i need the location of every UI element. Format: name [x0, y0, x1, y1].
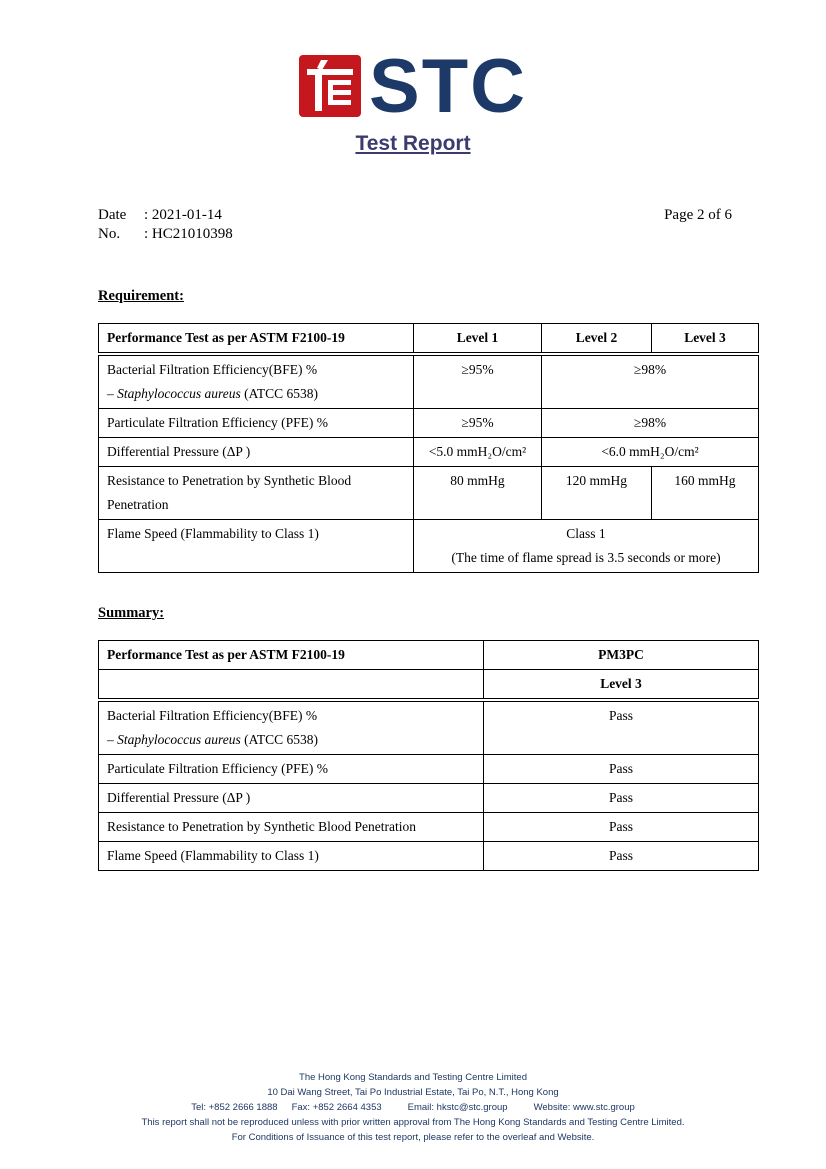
- sum-header-level: Level 3: [484, 670, 759, 701]
- footer-contact-line: [0, 1100, 826, 1115]
- footer-notice-2: For Conditions of Issuance of this test report, please refer to the overleaf and Website.: [231, 1132, 595, 1143]
- req-header-test: Performance Test as per ASTM F2100-19: [99, 324, 414, 355]
- sum-flame-result: Pass: [484, 842, 759, 871]
- table-row-flame-summary: [99, 842, 759, 871]
- stc-logo: [299, 44, 527, 129]
- date-value: : 2021-01-14: [144, 207, 222, 223]
- sum-dp-name: Differential Pressure (ΔP ): [99, 784, 484, 813]
- summary-heading: Summary:: [98, 605, 165, 621]
- stc-seal-icon: [299, 55, 361, 117]
- table-row-pfe-summary: [99, 755, 759, 784]
- req-blood-level2: 120 mmHg: [542, 467, 652, 520]
- footer-address: 10 Dai Wang Street, Tai Po Industrial Estate, Tai Po, N.T., Hong Kong: [267, 1087, 559, 1098]
- requirement-heading: Requirement:: [98, 288, 184, 304]
- sum-bfe-line2-prefix: –: [107, 732, 118, 747]
- req-header-level3: Level 3: [652, 324, 759, 355]
- req-bfe-level1: ≥95%: [414, 354, 542, 409]
- req-flame-name: Flame Speed (Flammability to Class 1): [99, 520, 414, 573]
- sum-header-product: PM3PC: [484, 641, 759, 670]
- req-bfe-organism: Staphylococcus aureus: [117, 386, 241, 401]
- report-no-value: : HC21010398: [144, 226, 233, 242]
- req-blood-name: Resistance to Penetration by Synthetic Blood Penetration: [99, 467, 414, 520]
- req-pfe-level1: ≥95%: [414, 409, 542, 438]
- table-row-blood-summary: [99, 813, 759, 842]
- summary-header-row-product: [99, 641, 759, 670]
- req-header-level1: Level 1: [414, 324, 542, 355]
- sum-blood-name: Resistance to Penetration by Synthetic Blood Penetration: [99, 813, 484, 842]
- footer-fax: Fax: +852 2664 4353: [291, 1102, 382, 1113]
- req-dp-name: Differential Pressure (ΔP ): [99, 438, 414, 467]
- date-line: [98, 206, 233, 225]
- sum-bfe-name: [99, 700, 484, 755]
- footer-notice-1: This report shall not be reproduced unless with prior written approval from The Hong Kong Standards and Testing Centre Limited.: [141, 1117, 685, 1128]
- req-flame-result-line2: (The time of flame spread is 3.5 seconds or more): [451, 550, 721, 565]
- report-no-line: [98, 225, 233, 244]
- req-blood-level1: 80 mmHg: [414, 467, 542, 520]
- sum-header-test: Performance Test as per ASTM F2100-19: [99, 641, 484, 670]
- logo-block: [0, 0, 826, 156]
- report-title: Test Report: [355, 132, 471, 155]
- req-dp-level23: <6.0 mmH₂O/cm²: [542, 438, 759, 467]
- table-row-bfe: [99, 354, 759, 409]
- sum-bfe-result: Pass: [484, 700, 759, 755]
- table-row-pfe: [99, 409, 759, 438]
- req-bfe-line1: Bacterial Filtration Efficiency(BFE) %: [107, 362, 318, 377]
- page-number: Page 2 of 6: [664, 207, 732, 223]
- sum-bfe-line1: Bacterial Filtration Efficiency(BFE) %: [107, 708, 318, 723]
- req-header-level2: Level 2: [542, 324, 652, 355]
- meta-left: [98, 206, 233, 244]
- table-row-blood: [99, 467, 759, 520]
- req-flame-result: [414, 520, 759, 573]
- sum-flame-name: Flame Speed (Flammability to Class 1): [99, 842, 484, 871]
- footer: [0, 1070, 826, 1145]
- table-row-bfe-summary: [99, 700, 759, 755]
- footer-company: The Hong Kong Standards and Testing Centre Limited: [299, 1072, 527, 1083]
- req-bfe-line2-prefix: –: [107, 386, 118, 401]
- req-pfe-level23: ≥98%: [542, 409, 759, 438]
- table-row-flame: [99, 520, 759, 573]
- summary-table: [98, 640, 759, 871]
- table-row-dp: [99, 438, 759, 467]
- footer-tel: Tel: +852 2666 1888: [191, 1102, 278, 1113]
- requirement-header-row: [99, 324, 759, 355]
- footer-website: Website: www.stc.group: [533, 1102, 635, 1113]
- req-blood-level3: 160 mmHg: [652, 467, 759, 520]
- sum-bfe-line2-suffix: (ATCC 6538): [240, 732, 318, 747]
- sum-header-empty: [99, 670, 484, 701]
- req-bfe-level23: ≥98%: [542, 354, 759, 409]
- sum-pfe-name: Particulate Filtration Efficiency (PFE) %: [99, 755, 484, 784]
- req-bfe-line2-suffix: (ATCC 6538): [240, 386, 318, 401]
- req-bfe-name: [99, 354, 414, 409]
- req-dp-level1: <5.0 mmH₂O/cm²: [414, 438, 542, 467]
- sum-dp-result: Pass: [484, 784, 759, 813]
- sum-pfe-result: Pass: [484, 755, 759, 784]
- summary-header-row-level: [99, 670, 759, 701]
- date-label: Date: [98, 207, 127, 223]
- report-no-label: No.: [98, 226, 121, 242]
- requirement-table: [98, 323, 759, 573]
- sum-blood-result: Pass: [484, 813, 759, 842]
- meta-block: [98, 206, 732, 244]
- footer-email: Email: hkstc@stc.group: [407, 1102, 508, 1113]
- req-flame-result-line1: Class 1: [566, 526, 606, 541]
- table-row-dp-summary: [99, 784, 759, 813]
- sum-bfe-organism: Staphylococcus aureus: [117, 732, 241, 747]
- brand-text: STC: [369, 44, 527, 129]
- req-pfe-name: Particulate Filtration Efficiency (PFE) %: [99, 409, 414, 438]
